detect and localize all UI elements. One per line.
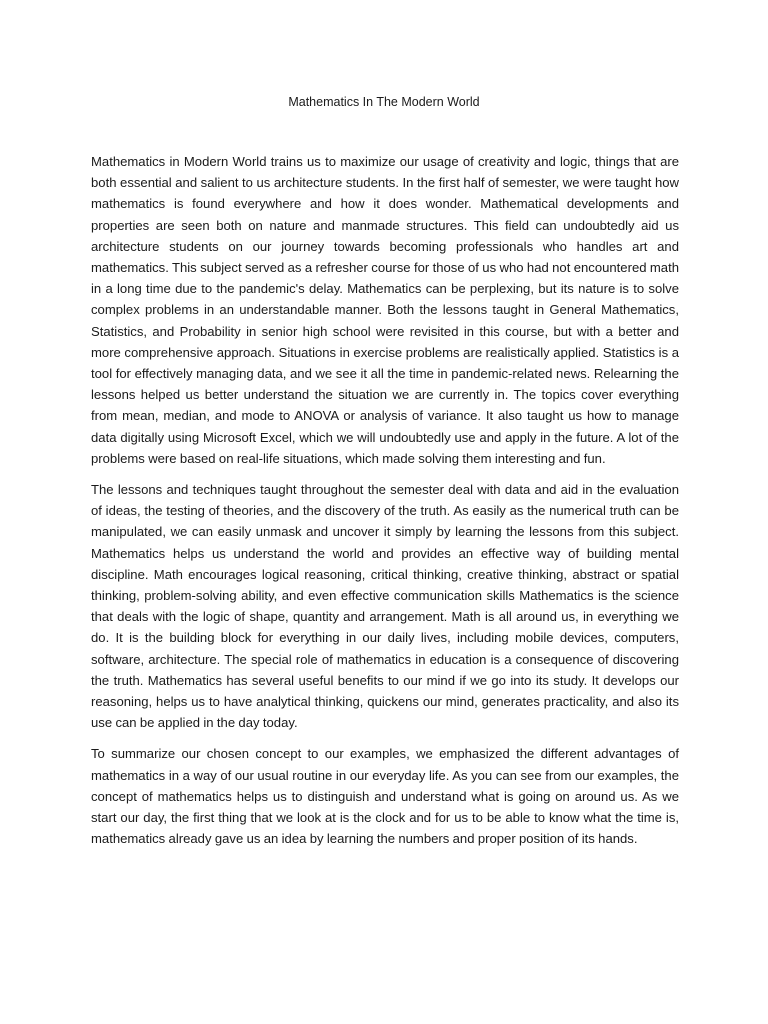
document-title: Mathematics In The Modern World [288, 95, 480, 109]
document-body [91, 151, 679, 860]
paragraph-1: Mathematics in Modern World trains us to maximize our usage of creativity and logic, things that are both essential and salient to us architecture students. In the first half of semester, we were taught how mathematics is found everywhere and how it does wonder. Mathematical developments and properties are seen both on nature and manmade structures. This field can undoubtedly aid us architecture students on our journey towards becoming professionals who handles art and mathematics. This subject served as a refresher course for those of us who had not encountered math in a long time due to the pandemic's delay. Mathematics can be perplexing, but its nature is to solve complex problems in an understandable manner. Both the lessons taught in General Mathematics, Statistics, and Probability in senior high school were revisited in this course, but with a better and more comprehensive approach. Situations in exercise problems are realistically applied. Statistics is a tool for effectively managing data, and we see it all the time in pandemic-related news. Relearning the lessons helped us better understand the situation we are currently in. The topics cover everything from mean, median, and mode to ANOVA or analysis of variance. It also taught us how to manage data digitally using Microsoft Excel, which we will undoubtedly use and apply in the future. A lot of the problems were based on real-life situations, which made solving them interesting and fun. [91, 154, 679, 466]
paragraph-2: The lessons and techniques taught throughout the semester deal with data and aid in the evaluation of ideas, the testing of theories, and the discovery of the truth. As easily as the numerical truth can be manipulated, we can easily unmask and uncover it simply by learning the lessons from this subject. Mathematics helps us understand the world and provides an effective way of building mental discipline. Math encourages logical reasoning, critical thinking, creative thinking, abstract or spatial thinking, problem-solving ability, and even effective communication skills Mathematics is the science that deals with the logic of shape, quantity and arrangement. Math is all around us, in everything we do. It is the building block for everything in our daily lives, including mobile devices, computers, software, architecture. The special role of mathematics in education is a consequence of discovering the truth. Mathematics has several useful benefits to our mind if we go into its study. It develops our reasoning, helps us to have analytical thinking, quickens our mind, generates practicality, and also its use can be applied in the day today. [91, 482, 679, 731]
paragraph-3: To summarize our chosen concept to our examples, we emphasized the different advantages of mathematics in a way of our usual routine in our everyday life. As you can see from our examples, the concept of mathematics helps us to distinguish and understand what is going on around us. As we start our day, the first thing that we look at is the clock and for us to be able to know what the time is, mathematics already gave us an idea by learning the numbers and proper position of its hands. [91, 746, 679, 847]
